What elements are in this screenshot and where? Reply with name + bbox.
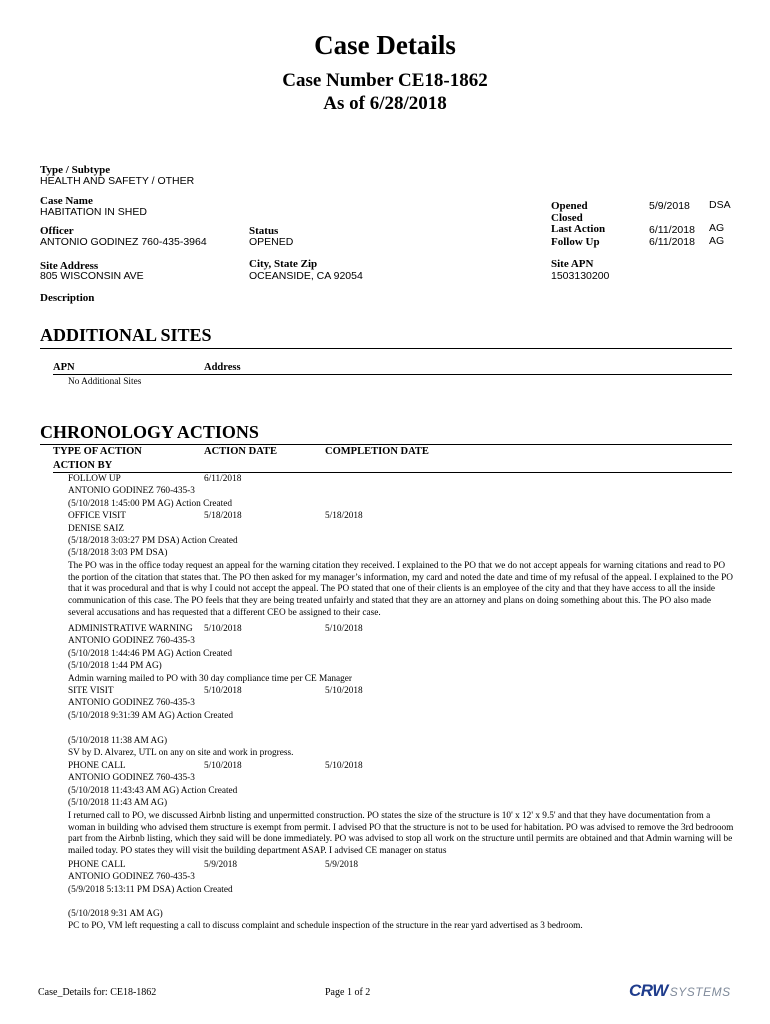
chronology-line-text: (5/10/2018 9:31 AM AG) [68, 909, 163, 919]
opened-date: 5/9/2018 [649, 200, 690, 212]
chronology-action-date: 5/9/2018 [204, 860, 238, 870]
chronology-line-text: FOLLOW UP [68, 474, 121, 484]
last-action-date: 6/11/2018 [649, 224, 695, 236]
type-label: Type / Subtype [40, 164, 111, 176]
chronology-heading: CHRONOLOGY ACTIONS [40, 422, 259, 442]
crw-systems-logo [629, 981, 731, 1001]
city-label: City, State Zip [249, 258, 318, 270]
chronology-line-text: (5/18/2018 3:03:27 PM DSA) Action Created [68, 536, 238, 546]
follow-up-label: Follow Up [551, 236, 600, 248]
table-header-rule [53, 374, 732, 375]
site-address-label: Site Address [40, 260, 99, 272]
phone-call-notes: I returned call to PO, we discussed Airbnb listing and unpermitted construction. PO states the size of the structure is 10' x 12' x 9.5' and that they have documentation from a woman in building who advised them structure is exempt from permit. I advised PO that the structure is not to be used for habitation. PO was advised to remove the 3rd bedrooom part from the Airbnb listing, which they said will be done immediately. PO was advised to stop all work on the structure until permits are obtained and that Admin warning will be mailed today. PO states they will visit the building department ASAP. I advised CE manager on status [68, 811, 734, 857]
chronology-action-date: 5/10/2018 [204, 624, 242, 634]
section-divider [40, 348, 732, 349]
site-apn-value: 1503130200 [551, 270, 610, 282]
case-number: Case Number CE18-1862 [282, 70, 488, 91]
chronology-line-text: (5/10/2018 1:44 PM AG) [68, 661, 162, 672]
action-by-header: ACTION BY [53, 460, 113, 471]
type-of-action-header: TYPE OF ACTION [53, 446, 142, 457]
additional-sites-heading: ADDITIONAL SITES [40, 325, 212, 345]
follow-up-by: AG [709, 235, 725, 247]
chronology-completion-date: 5/10/2018 [325, 760, 363, 771]
description-label: Description [40, 292, 95, 304]
case-name-value: HABITATION IN SHED [40, 206, 147, 218]
opened-label: Opened [551, 200, 588, 212]
type-value: HEALTH AND SAFETY / OTHER [40, 175, 195, 187]
chronology-completion-date: 5/10/2018 [325, 624, 363, 634]
table-header-rule [53, 472, 732, 473]
logo-bold-text: CRW [629, 981, 668, 1000]
page-number: Page 1 of 2 [325, 987, 371, 998]
section-divider [40, 444, 732, 445]
chronology-line-text: (5/10/2018 11:38 AM AG) [68, 736, 168, 746]
office-visit-notes: The PO was in the office today request an appeal for the warning citation they received. I explained to the PO that we do not accept appeals for warning citations and read to PO the portion of the citation that states that. The PO then asked for my manager’s information, my card and noted the date and time of my refusal of the appeal. I explained to the PO that it was procedural and that is why I could not accept the appeal. The PO stated that one of their clients is an employee of the city and that they have access to all the inside communication of this case. The PO feels that they are being treated unfairly and stated that they are an attorney and plans on doing something about this. The PO also made several accusations and has requested that a different CEO be assigned to their case. [68, 561, 733, 618]
page-title: Case Details [314, 30, 456, 60]
logo-light-text: SYSTEMS [669, 985, 731, 999]
completion-date-header: COMPLETION DATE [325, 446, 429, 457]
chronology-line-text: OFFICE VISIT [68, 511, 126, 522]
opened-by: DSA [709, 199, 731, 211]
officer-value: ANTONIO GODINEZ 760-435-3964 [40, 236, 207, 248]
no-additional-sites: No Additional Sites [68, 377, 142, 387]
city-value: OCEANSIDE, CA 92054 [249, 270, 363, 282]
status-value: OPENED [249, 236, 294, 248]
follow-up-date: 6/11/2018 [649, 236, 695, 248]
chronology-line-text: (5/10/2018 1:44:46 PM AG) Action Created [68, 648, 232, 659]
chronology-completion-date: 5/9/2018 [325, 860, 359, 870]
case-name-label: Case Name [40, 195, 93, 207]
footer-case-reference: Case_Details for: CE18-1862 [38, 987, 157, 998]
apn-column-header: APN [53, 362, 75, 373]
chronology-action-date: 6/11/2018 [204, 474, 242, 484]
chronology-action-date: 5/10/2018 [204, 686, 242, 696]
chronology-line-text: ANTONIO GODINEZ 760-435-3 [68, 872, 195, 883]
site-apn-label: Site APN [551, 258, 594, 270]
chronology-line-text: DENISE SAIZ [68, 523, 125, 534]
closed-label: Closed [551, 212, 583, 224]
status-label: Status [249, 225, 279, 237]
officer-label: Officer [40, 225, 74, 237]
chronology-action-date: 5/10/2018 [204, 760, 242, 771]
address-column-header: Address [204, 362, 241, 373]
chronology-line-text: ADMINISTRATIVE WARNING [68, 624, 193, 634]
last-action-label: Last Action [551, 223, 606, 235]
last-action-by: AG [709, 222, 725, 234]
chronology-line-text: PHONE CALL [68, 860, 126, 870]
chronology-line-text: ANTONIO GODINEZ 760-435-3 [68, 773, 195, 784]
chronology-line-text: (5/10/2018 11:43:43 AM AG) Action Created [68, 785, 238, 796]
chronology-line-text: PC to PO, VM left requesting a call to discuss complaint and schedule inspection of the structure in the rear yard advertised as 3 bedroom. [68, 921, 583, 932]
chronology-completion-date: 5/10/2018 [325, 686, 363, 696]
chronology-line-text: (5/18/2018 3:03 PM DSA) [68, 548, 168, 559]
chronology-line-text: (5/10/2018 11:43 AM AG) [68, 798, 168, 808]
chronology-line-text: SITE VISIT [68, 686, 114, 696]
chronology-line-text: ANTONIO GODINEZ 760-435-3 [68, 636, 195, 647]
chronology-line-text: (5/10/2018 9:31:39 AM AG) Action Created [68, 710, 234, 721]
chronology-action-date: 5/18/2018 [204, 511, 242, 522]
chronology-line-text: (5/9/2018 5:13:11 PM DSA) Action Created [68, 884, 233, 895]
chronology-line-text: SV by D. Alvarez, UTL on any on site and work in progress. [68, 748, 294, 759]
action-date-header: ACTION DATE [204, 446, 278, 457]
site-address-value: 805 WISCONSIN AVE [40, 270, 144, 282]
chronology-line-text: (5/10/2018 1:45:00 PM AG) Action Created [68, 498, 232, 509]
as-of-date: As of 6/28/2018 [323, 93, 447, 114]
chronology-line-text: ANTONIO GODINEZ 760-435-3 [68, 486, 195, 497]
chronology-line-text: Admin warning mailed to PO with 30 day compliance time per CE Manager [68, 673, 353, 684]
chronology-completion-date: 5/18/2018 [325, 511, 363, 522]
chronology-line-text: PHONE CALL [68, 760, 126, 771]
chronology-line-text: ANTONIO GODINEZ 760-435-3 [68, 698, 195, 709]
